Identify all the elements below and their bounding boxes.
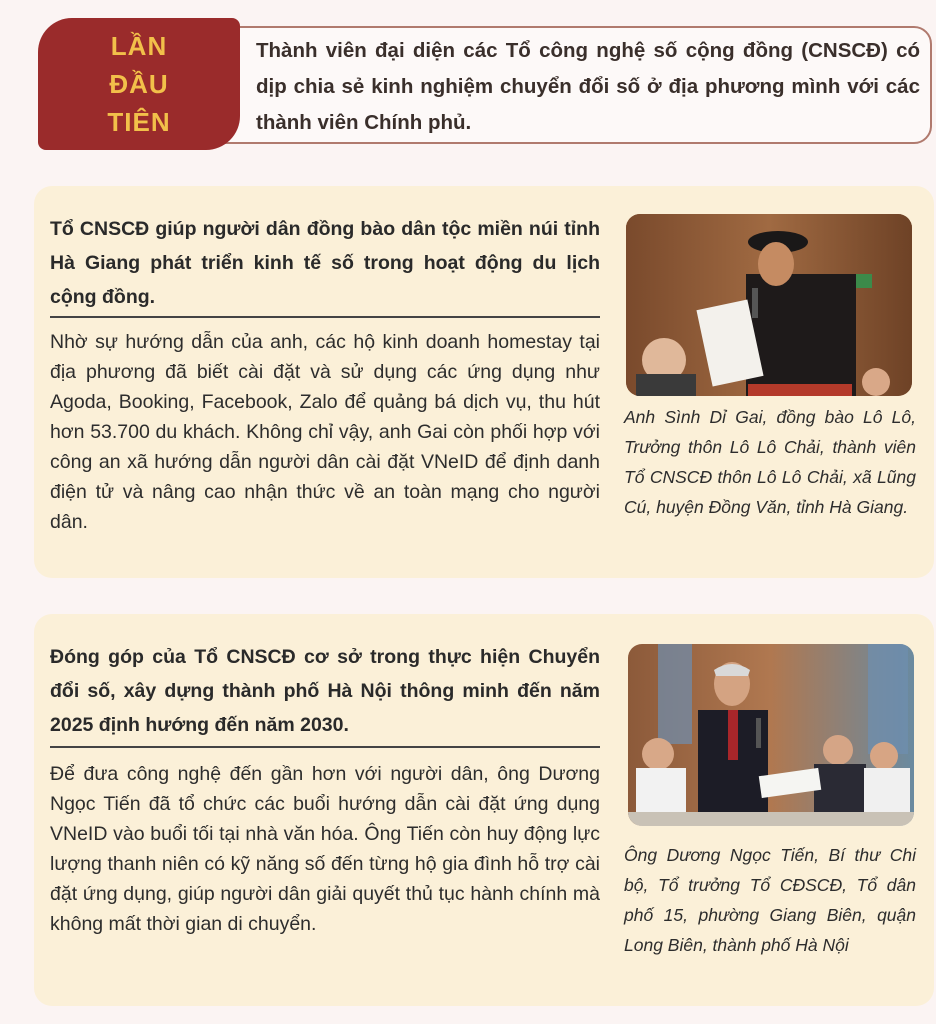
- badge-line-3: TIÊN: [107, 107, 171, 137]
- card-divider: [50, 316, 600, 318]
- card-divider: [50, 746, 600, 748]
- photo-caption: Ông Dương Ngọc Tiến, Bí thư Chi bộ, Tổ trưởng Tổ CĐSCĐ, Tổ dân phố 15, phường Giang Biên, quận Long Biên, thành phố Hà Nội: [624, 845, 916, 955]
- photo-speaker-suit: [628, 644, 914, 826]
- card-title: Tổ CNSCĐ giúp người dân đồng bào dân tộc miền núi tỉnh Hà Giang phát triển kinh tế số trong hoạt động du lịch cộng đồng.: [50, 218, 600, 308]
- card-body: Để đưa công nghệ đến gần hơn với người dân, ông Dương Ngọc Tiến đã tổ chức các buổi hướng dẫn cài đặt ứng dụng VNeID vào buổi tối tại nhà văn hóa. Ông Tiến còn huy động lực lượng thanh niên có kỹ năng số đến từng hộ gia đình hỗ trợ cài đặt ứng dụng, giúp người dân giải quyết thủ tục hành chính mà không mất thời gian di chuyển.: [50, 763, 600, 935]
- photo-caption: Anh Sình Dỉ Gai, đồng bào Lô Lô, Trưởng thôn Lô Lô Chải, thành viên Tổ CNSCĐ thôn Lô Lô Chải, xã Lũng Cú, huyện Đồng Văn, tỉnh Hà Giang.: [624, 407, 916, 517]
- badge-line-1: LẦN: [110, 31, 168, 61]
- header-text: Thành viên đại diện các Tổ công nghệ số cộng đồng (CNSCĐ) có dịp chia sẻ kinh nghiệm chuyển đổi số ở địa phương mình với các thành viên Chính phủ.: [256, 39, 920, 134]
- card-body: Nhờ sự hướng dẫn của anh, các hộ kinh doanh homestay tại địa phương đã biết cài đặt và sử dụng các ứng dụng như Agoda, Booking, Facebook, Zalo để quảng bá dịch vụ, thu hút hơn 53.700 du khách. Không chỉ vậy, anh Gai còn phối hợp với công an xã hướng dẫn người dân cài đặt VNeID để định danh điện tử và nâng cao nhận thức về an toàn mạng cho người dân.: [50, 331, 600, 533]
- story-card-ha-noi: [34, 614, 934, 1006]
- first-time-badge: [38, 18, 240, 150]
- badge-line-2: ĐẦU: [109, 69, 169, 99]
- story-card-ha-giang: [34, 186, 934, 578]
- photo-speaker-hat: [626, 214, 912, 396]
- card-title: Đóng góp của Tổ CNSCĐ cơ sở trong thực hiện Chuyển đổi số, xây dựng thành phố Hà Nội thông minh đến năm 2025 định hướng đến năm 2030.: [50, 646, 600, 736]
